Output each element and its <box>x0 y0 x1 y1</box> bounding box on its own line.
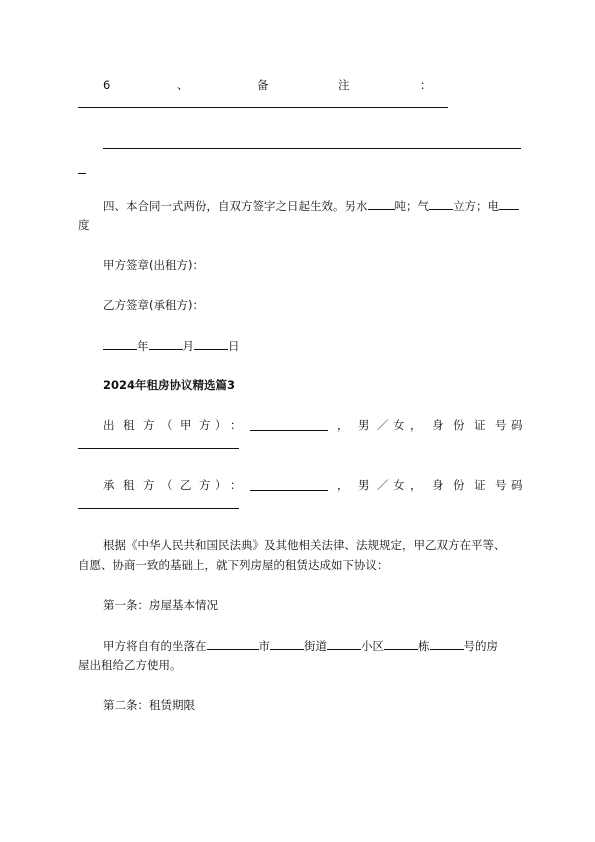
community-blank <box>327 638 361 650</box>
day-label: 日 <box>228 339 240 353</box>
article-1-line-2: 屋出租给乙方使用。 <box>78 658 182 672</box>
lessor-id-blank <box>78 448 239 449</box>
electricity-blank <box>499 198 519 210</box>
lessor-char: ： <box>230 418 242 432</box>
lessor-id-char: 身 <box>432 418 444 432</box>
party-a-signature: 甲方签章(出租方)： <box>103 258 204 272</box>
section-title: 2024年租房协议精选篇3 <box>103 378 236 392</box>
remarks-blank-line-2 <box>103 148 521 149</box>
lessee-comma-2: ， <box>410 478 422 492</box>
month-label: 月 <box>182 339 194 353</box>
lessor-gender-char: 男 <box>358 418 370 432</box>
year-blank <box>103 338 137 350</box>
clause-4-line-1 <box>103 198 519 213</box>
remarks-blank-line-1 <box>78 107 448 108</box>
lessee-char: （ <box>161 478 173 492</box>
lessor-id-char: 号 <box>495 418 507 432</box>
lessor-id-char: 证 <box>474 418 486 432</box>
lessor-id-char: 份 <box>453 418 465 432</box>
clause-4-line-2: 度 <box>78 218 90 232</box>
intro-line-1: 根据《中华人民共和国民法典》及其他相关法律、法规规定，甲乙双方在平等、 <box>103 538 506 552</box>
building-blank <box>384 638 418 650</box>
lessee-gender-char: ／ <box>377 478 389 492</box>
lessor-char: 方 <box>199 418 211 432</box>
lessee-char: 租 <box>123 478 135 492</box>
lessee-name-blank <box>250 490 328 491</box>
gas-blank <box>429 198 453 210</box>
lessee-id-char: 号 <box>495 478 507 492</box>
intro-line-2: 自愿、协商一致的基础上，就下列房屋的租赁达成如下协议： <box>78 558 389 572</box>
remarks-label-char-2: 注 <box>338 78 350 92</box>
party-b-signature: 乙方签章(承租方)： <box>103 298 204 312</box>
lessor-gender-char: 女 <box>393 418 405 432</box>
remarks-blank-line-3 <box>78 173 86 174</box>
month-blank <box>149 338 183 350</box>
clause-4-text-c: 立方；电 <box>453 199 499 213</box>
lessor-gender-char: ／ <box>377 418 389 432</box>
signature-date <box>103 338 240 353</box>
lessee-id-char: 身 <box>432 478 444 492</box>
lessee-id-char: 证 <box>474 478 486 492</box>
article-1-text-f: 号的房 <box>463 639 498 653</box>
lessee-char: ： <box>230 478 242 492</box>
clause-4-text-b: 吨；气 <box>394 199 429 213</box>
lessee-id-char: 码 <box>511 478 523 492</box>
lessor-id-char: 码 <box>511 418 523 432</box>
lessor-char: ） <box>215 418 227 432</box>
lessee-char: ） <box>215 478 227 492</box>
remarks-label-char-1: 备 <box>257 78 269 92</box>
lessor-comma-2: ， <box>410 418 422 432</box>
lessee-gender-char: 女 <box>393 478 405 492</box>
lessee-id-char: 份 <box>453 478 465 492</box>
lessee-gender-char: 男 <box>358 478 370 492</box>
lessor-char: 租 <box>123 418 135 432</box>
lessor-comma: ， <box>337 418 349 432</box>
city-blank <box>207 638 259 650</box>
lessee-id-blank <box>78 508 239 509</box>
water-blank <box>368 198 395 210</box>
lessor-char: （ <box>161 418 173 432</box>
article-2-title: 第二条：租赁期限 <box>103 698 195 712</box>
remarks-colon: ： <box>420 78 432 92</box>
street-blank <box>270 638 304 650</box>
year-label: 年 <box>137 339 149 353</box>
lessee-comma: ， <box>337 478 349 492</box>
article-1-text-d: 小区 <box>361 639 384 653</box>
clause-4-text-a: 四、本合同一式两份，自双方签字之日起生效。另水 <box>103 199 368 213</box>
lessor-char: 出 <box>103 418 115 432</box>
day-blank <box>194 338 228 350</box>
article-1-text-a: 甲方将自有的坐落在 <box>103 639 207 653</box>
lessor-char: 甲 <box>180 418 192 432</box>
article-1-title: 第一条：房屋基本情况 <box>103 598 218 612</box>
remarks-number: 6 <box>103 78 111 92</box>
article-1-text-c: 街道 <box>304 639 327 653</box>
lessee-char: 方 <box>199 478 211 492</box>
lessor-char: 方 <box>143 418 155 432</box>
article-1-text-e: 栋 <box>418 639 430 653</box>
lessee-char: 方 <box>143 478 155 492</box>
lessee-char: 承 <box>103 478 115 492</box>
lessee-char: 乙 <box>180 478 192 492</box>
remarks-separator: 、 <box>177 78 189 92</box>
article-1-line-1 <box>103 638 498 653</box>
unit-number-blank <box>430 638 464 650</box>
article-1-text-b: 市 <box>258 639 270 653</box>
lessor-name-blank <box>250 430 328 431</box>
